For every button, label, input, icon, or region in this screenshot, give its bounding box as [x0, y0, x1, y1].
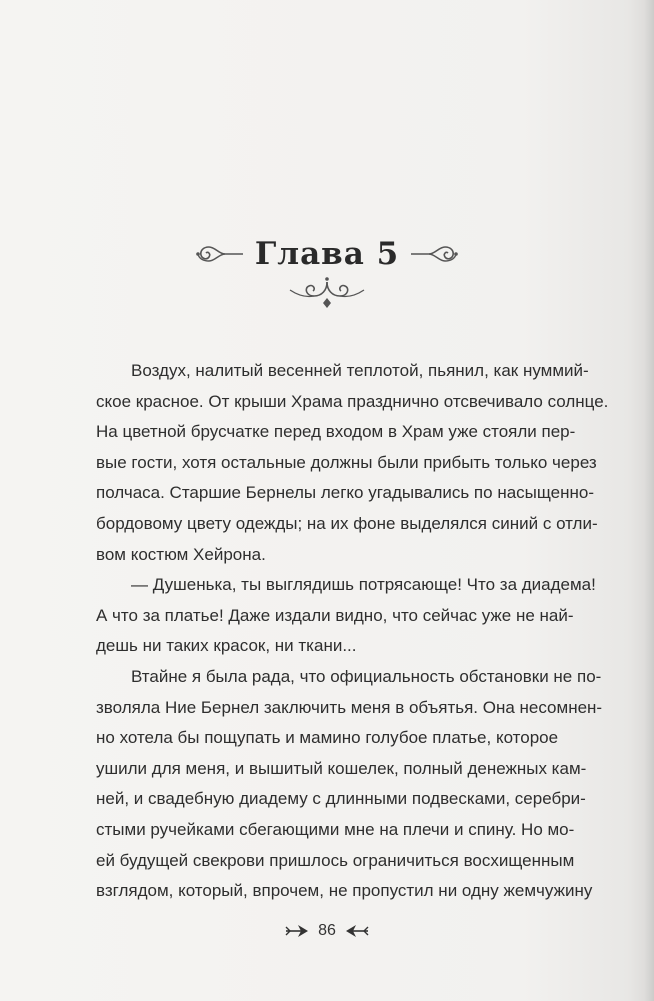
page-number: 86: [318, 922, 336, 939]
text-line: вые гости, хотя остальные должны были прибыть только через: [96, 452, 597, 472]
text-line: зволяла Ние Бернел заключить меня в объятья. Она несомнен-: [96, 697, 603, 717]
page-footer: [0, 922, 654, 940]
text-line: Воздух, налитый весенней теплотой, пьянил, как нуммий-: [131, 361, 589, 380]
text-line: А что за платье! Даже издали видно, что сейчас уже не най-: [96, 605, 574, 625]
text-line: вом костюм Хейрона.: [96, 544, 266, 564]
paragraph: [96, 356, 630, 570]
paragraph: [96, 662, 630, 907]
text-line: ушили для меня, и вышитый кошелек, полный денежных кам-: [96, 758, 587, 778]
text-line: ское красное. От крыши Храма празднично отсвечивало солнце.: [96, 391, 609, 411]
text-line: — Душенька, ты выглядишь потрясающе! Что за диадема!: [131, 575, 596, 595]
text-line: полчаса. Старшие Бернелы легко угадывались по насыщенно-: [96, 483, 595, 503]
text-line: но хотела бы пощупать и мамино голубое платье, которое: [96, 728, 559, 748]
chapter-heading: [0, 236, 654, 310]
chapter-title: Глава 5: [254, 236, 400, 272]
text-line: ней, и свадебную диадему с длинными подвесками, серебри-: [96, 789, 586, 809]
right-flourish-ornament-icon: [409, 239, 459, 269]
right-arrow-ornament-icon: [344, 924, 370, 938]
text-line: дешь ни таких красок, ни ткани...: [96, 636, 357, 656]
paragraph: [96, 570, 630, 662]
text-line: Втайне я была рада, что официальность обстановки не по-: [131, 666, 602, 686]
text-line: стыми ручейками сбегающими мне на плечи и спину. Но мо-: [96, 819, 575, 839]
left-arrow-ornament-icon: [284, 924, 310, 938]
text-line: взглядом, который, впрочем, не пропустил ни одну жемчужину: [96, 881, 593, 901]
text-line: ей будущей свекрови пришлось ограничиться восхищенным: [96, 850, 575, 870]
bottom-swirl-ornament-icon: [0, 274, 654, 310]
page-edge-shadow: [644, 0, 654, 1001]
text-line: На цветной брусчатке перед входом в Храм уже стояли пер-: [96, 422, 576, 442]
body-text: [96, 356, 630, 907]
text-line: бордовому цвету одежды; на их фоне выделялся синий с отли-: [96, 513, 598, 533]
left-flourish-ornament-icon: [195, 239, 245, 269]
chapter-title-row: [0, 236, 654, 272]
